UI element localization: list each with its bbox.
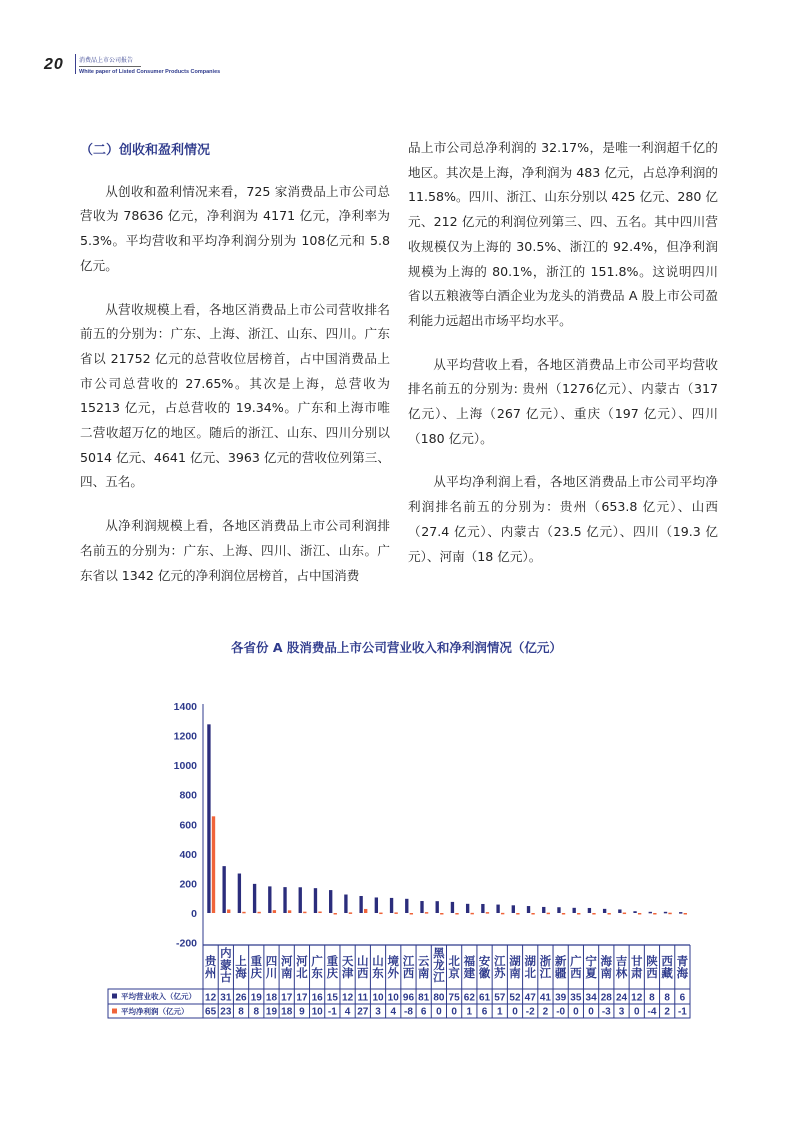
bar-revenue xyxy=(420,901,423,913)
bar-profit xyxy=(516,913,519,915)
table-value: 0 xyxy=(588,1006,594,1018)
category-label: 河 xyxy=(296,954,308,968)
category-label: 河 xyxy=(280,954,293,968)
table-value: 0 xyxy=(512,1006,518,1018)
table-value: 4 xyxy=(344,1006,351,1018)
category-label: 黑 xyxy=(433,946,445,960)
paragraph: 从净利润规模上看，各地区消费品上市公司利润排名前五的分别为：广东、上海、四川、浙江、山东。广东省以 1342 亿元的净利润位居榜首，占中国消费 xyxy=(80,518,390,583)
legend-swatch xyxy=(112,1009,117,1014)
bar-profit xyxy=(638,913,641,915)
category-label: 山 xyxy=(372,954,384,968)
table-value: 8 xyxy=(649,992,655,1004)
table-value: 18 xyxy=(265,992,278,1004)
bar-revenue xyxy=(542,907,545,913)
category-label: 藏 xyxy=(661,966,673,980)
bar-profit xyxy=(547,913,550,915)
table-value: 47 xyxy=(524,992,536,1004)
table-value: -4 xyxy=(647,1006,657,1018)
category-label: 西 xyxy=(646,966,658,980)
category-label: 南 xyxy=(509,966,521,980)
category-label: 北 xyxy=(296,966,308,980)
category-label: 西 xyxy=(661,954,673,968)
category-label: 京 xyxy=(448,966,460,980)
y-tick-label: 0 xyxy=(191,908,197,920)
category-label: 海 xyxy=(235,966,247,980)
bar-revenue xyxy=(268,886,271,913)
category-label: 浙 xyxy=(539,954,552,968)
bar-revenue xyxy=(664,912,667,914)
table-value: 19 xyxy=(250,992,262,1004)
table-value: 10 xyxy=(311,1006,323,1018)
paragraph: 从平均净利润上看，各地区消费品上市公司平均净利润排名前五的分别为：贵州（653.8 亿元）、山西（27.4 亿元）、内蒙古（23.5 亿元）、四川（19.3 亿元）、河南（18 亿元）。 xyxy=(408,474,718,564)
bar-revenue xyxy=(253,884,256,913)
category-label: 贵 xyxy=(204,954,217,968)
table-value: 15 xyxy=(326,992,338,1004)
bar-revenue xyxy=(405,899,408,913)
category-label: 西 xyxy=(357,966,369,980)
category-label: 湖 xyxy=(524,954,536,968)
category-label: 宁 xyxy=(585,954,597,968)
table-value: 9 xyxy=(299,1006,305,1018)
bar-profit xyxy=(668,913,671,915)
bar-profit xyxy=(608,913,611,915)
table-value: 0 xyxy=(436,1006,442,1018)
table-value: 3 xyxy=(375,1006,381,1018)
category-label: 新 xyxy=(554,954,567,968)
table-value: 80 xyxy=(433,992,445,1004)
bar-profit xyxy=(364,909,367,913)
category-label: 吉 xyxy=(615,954,628,968)
table-value: 11 xyxy=(357,992,369,1004)
table-value: 2 xyxy=(542,1006,549,1018)
paragraph: 品上市公司总净利润的 32.17%，是唯一利润超千亿的地区。其次是上海，净利润为 483 亿元，占总净利润的 11.58%。四川、浙江、山东分别以 425 亿元、280 亿元、212 亿元的利润位列第三、四、五名。其中四川营收规模仅为上海的 30.5%、浙江的 92.4%，但净利润规模为上海的 80.1%，浙江的 151.8%。这说明四川省以五粮液等白酒企业为龙头的消费品 A 股上市公司盈利能力远超出市场平均水平。 xyxy=(408,140,718,328)
category-label: 湖 xyxy=(509,954,521,968)
section-title: （二）创收和盈利情况 xyxy=(80,143,211,158)
bar-profit xyxy=(334,913,337,915)
category-label: 庆 xyxy=(326,966,339,980)
table-value: 23 xyxy=(220,1006,232,1018)
bar-revenue xyxy=(633,911,636,913)
category-label: 川 xyxy=(265,966,278,980)
table-value: 31 xyxy=(220,992,232,1004)
bar-profit xyxy=(577,913,580,915)
table-value: 3 xyxy=(618,1006,625,1018)
category-label: 广 xyxy=(311,954,323,968)
bar-profit xyxy=(273,910,276,913)
y-tick-label: 600 xyxy=(179,819,197,832)
bar-profit xyxy=(212,816,215,913)
bar-revenue xyxy=(390,898,393,913)
bar-profit xyxy=(486,912,489,914)
header-title-cn: 消费品上市公司报告 xyxy=(79,57,134,64)
category-label: 林 xyxy=(615,966,628,980)
table-value: 12 xyxy=(631,992,643,1004)
chart-title: 各省份 A 股消费品上市公司营业收入和净利润情况（亿元） xyxy=(231,640,562,655)
category-label: 西 xyxy=(402,966,415,980)
bar-revenue xyxy=(222,866,225,913)
y-tick-label: 200 xyxy=(179,878,197,891)
table-value: 12 xyxy=(205,992,217,1004)
bar-revenue xyxy=(481,904,484,913)
category-label: 西 xyxy=(570,966,582,980)
bar-revenue xyxy=(344,895,347,913)
category-label: 江 xyxy=(433,970,445,984)
bar-revenue xyxy=(207,724,210,913)
bar-profit xyxy=(288,910,291,913)
category-label: 陕 xyxy=(646,954,658,968)
table-value: 8 xyxy=(664,992,670,1004)
table-value: 81 xyxy=(418,992,430,1004)
legend-label: 平均营业收入（亿元） xyxy=(121,992,196,1001)
table-value: -8 xyxy=(404,1006,413,1018)
table-value: 18 xyxy=(281,1006,293,1018)
category-label: 徽 xyxy=(478,966,491,980)
table-value: 19 xyxy=(265,1006,278,1018)
table-value: 12 xyxy=(342,992,354,1004)
bar-profit xyxy=(318,912,321,914)
bar-profit xyxy=(531,913,534,915)
table-value: 1 xyxy=(496,1006,503,1018)
bar-profit xyxy=(394,912,397,914)
bar-profit xyxy=(623,913,626,915)
bar-revenue xyxy=(375,897,378,913)
category-label: 东 xyxy=(372,966,384,980)
header-title-en: White paper of Listed Consumer Products Companies xyxy=(79,69,221,75)
table-value: 61 xyxy=(478,992,491,1004)
table-value: 6 xyxy=(481,1006,488,1018)
page-number: 20 xyxy=(44,56,64,73)
legend-label: 平均净利润（亿元） xyxy=(121,1007,189,1016)
bar-revenue xyxy=(588,908,591,913)
table-value: 24 xyxy=(615,992,628,1004)
category-label: 江 xyxy=(494,954,506,968)
bar-revenue xyxy=(679,912,682,914)
category-label: 四 xyxy=(265,954,278,968)
bar-profit xyxy=(379,913,382,915)
category-label: 安 xyxy=(478,954,491,968)
table-value: -2 xyxy=(525,1006,535,1018)
paragraph: 从创收和盈利情况来看，725 家消费品上市公司总营收为 78636 亿元，净利润为 4171 亿元，净利率为 5.3%。平均营收和平均净利润分别为 108亿元和 5.8 亿元。 xyxy=(80,183,390,273)
category-label: 东 xyxy=(311,966,323,980)
bar-profit xyxy=(653,913,656,915)
table-value: 6 xyxy=(679,992,686,1004)
table-value: 52 xyxy=(509,992,521,1004)
category-label: 建 xyxy=(463,966,476,980)
category-label: 南 xyxy=(417,966,430,980)
category-label: 北 xyxy=(448,954,460,968)
bar-revenue xyxy=(527,906,530,913)
category-label: 云 xyxy=(417,954,430,968)
bar-profit xyxy=(349,912,352,914)
table-value: -0 xyxy=(556,1006,566,1018)
category-label: 疆 xyxy=(554,966,567,980)
category-label: 内 xyxy=(220,946,232,960)
bar-revenue xyxy=(314,888,317,913)
table-value: 96 xyxy=(402,992,415,1004)
table-value: 65 xyxy=(205,1006,217,1018)
category-label: 庆 xyxy=(250,966,263,980)
bar-profit xyxy=(440,913,443,915)
table-value: 17 xyxy=(281,992,293,1004)
table-value: -3 xyxy=(601,1006,611,1018)
bar-profit xyxy=(257,912,260,914)
table-value: 28 xyxy=(600,992,612,1004)
category-label: 甘 xyxy=(630,954,643,968)
bar-revenue xyxy=(649,912,652,914)
table-value: 34 xyxy=(585,992,597,1004)
category-label: 苏 xyxy=(494,966,506,980)
y-tick-label: 1000 xyxy=(173,760,197,773)
paragraph: 从营收规模上看，各地区消费品上市公司营收排名前五的分别为：广东、上海、浙江、山东、四川。广东省以 21752 亿元的总营收位居榜首，占中国消费品上市公司总营收的 27.65%。其次是上海，总营收为 15213 亿元，占总营收的 19.34%。广东和上海市唯二营收超万亿的地区。随后的浙江、山东、四川分别以 5014 亿元、4641 亿元、3963 亿元的营收位列第三、四、五名。 xyxy=(80,301,390,490)
bar-profit xyxy=(303,912,306,914)
bar-profit xyxy=(410,913,413,915)
table-value: 0 xyxy=(573,1006,579,1018)
table-value: 41 xyxy=(539,992,551,1004)
category-label: 江 xyxy=(539,966,552,980)
bar-revenue xyxy=(299,887,302,913)
category-label: 北 xyxy=(524,966,536,980)
table-value: 26 xyxy=(235,992,247,1004)
bar-profit xyxy=(501,913,504,915)
category-label: 津 xyxy=(341,966,354,980)
category-label: 外 xyxy=(387,966,399,980)
bar-revenue xyxy=(359,896,362,913)
category-label: 广 xyxy=(570,954,582,968)
bar-profit xyxy=(425,912,428,914)
bar-revenue xyxy=(557,907,560,913)
category-label: 南 xyxy=(600,966,613,980)
category-label: 海 xyxy=(600,954,613,968)
table-value: 6 xyxy=(420,1006,427,1018)
category-label: 福 xyxy=(463,954,476,968)
bar-revenue xyxy=(238,874,241,913)
category-label: 古 xyxy=(220,970,232,984)
table-value: 75 xyxy=(448,992,460,1004)
table-value: -1 xyxy=(327,1006,337,1018)
category-label: 夏 xyxy=(585,966,597,980)
table-value: 27 xyxy=(357,1006,369,1018)
y-tick-label: 400 xyxy=(179,848,197,861)
bar-revenue xyxy=(451,902,454,913)
category-label: 州 xyxy=(204,966,217,980)
table-value: 1 xyxy=(466,1006,473,1018)
category-label: 肃 xyxy=(630,966,643,980)
table-value: 35 xyxy=(570,992,582,1004)
table-value: 10 xyxy=(387,992,399,1004)
y-tick-label: 1200 xyxy=(173,730,197,743)
bar-revenue xyxy=(496,905,499,913)
category-label: 山 xyxy=(357,954,369,968)
table-value: -1 xyxy=(677,1006,687,1018)
category-label: 重 xyxy=(250,954,263,968)
bar-revenue xyxy=(283,887,286,913)
category-label: 南 xyxy=(280,966,293,980)
bar-revenue xyxy=(329,890,332,913)
table-value: 57 xyxy=(494,992,506,1004)
category-label: 江 xyxy=(402,954,415,968)
table-value: 17 xyxy=(296,992,308,1004)
table-value: 4 xyxy=(390,1006,397,1018)
bar-revenue xyxy=(436,901,439,913)
table-value: 8 xyxy=(238,1006,244,1018)
category-label: 青 xyxy=(676,954,689,968)
y-tick-label: -200 xyxy=(175,937,197,950)
legend-swatch xyxy=(112,994,117,999)
bar-revenue xyxy=(573,908,576,913)
bar-revenue xyxy=(603,909,606,913)
bar-revenue xyxy=(466,904,469,913)
table-value: 0 xyxy=(451,1006,457,1018)
category-label: 重 xyxy=(326,954,339,968)
bar-revenue xyxy=(512,905,515,913)
bar-profit xyxy=(455,913,458,915)
table-value: 39 xyxy=(555,992,567,1004)
y-tick-label: 1400 xyxy=(173,701,197,713)
table-value: 10 xyxy=(372,992,384,1004)
category-label: 蒙 xyxy=(220,958,232,972)
bar-revenue xyxy=(618,909,621,913)
table-value: 2 xyxy=(664,1006,670,1018)
bar-profit xyxy=(592,913,595,915)
table-value: 16 xyxy=(311,992,323,1004)
category-label: 海 xyxy=(676,966,689,980)
y-tick-label: 800 xyxy=(179,789,197,802)
table-value: 62 xyxy=(463,992,475,1004)
bar-profit xyxy=(242,912,245,914)
bar-profit xyxy=(562,913,565,915)
bar-profit xyxy=(227,910,230,913)
table-value: 8 xyxy=(253,1006,260,1018)
category-label: 境 xyxy=(387,954,399,968)
category-label: 龙 xyxy=(433,958,445,972)
category-label: 上 xyxy=(235,954,247,968)
bar-profit xyxy=(684,913,687,915)
table-value: 0 xyxy=(633,1006,640,1018)
category-label: 天 xyxy=(341,954,354,968)
bar-profit xyxy=(471,913,474,915)
paragraph: 从平均营收上看，各地区消费品上市公司平均营收排名前五的分别为: 贵州（1276亿元）、内蒙古（317 亿元）、上海（267 亿元）、重庆（197 亿元）、四川（180 亿元）。 xyxy=(408,356,718,446)
